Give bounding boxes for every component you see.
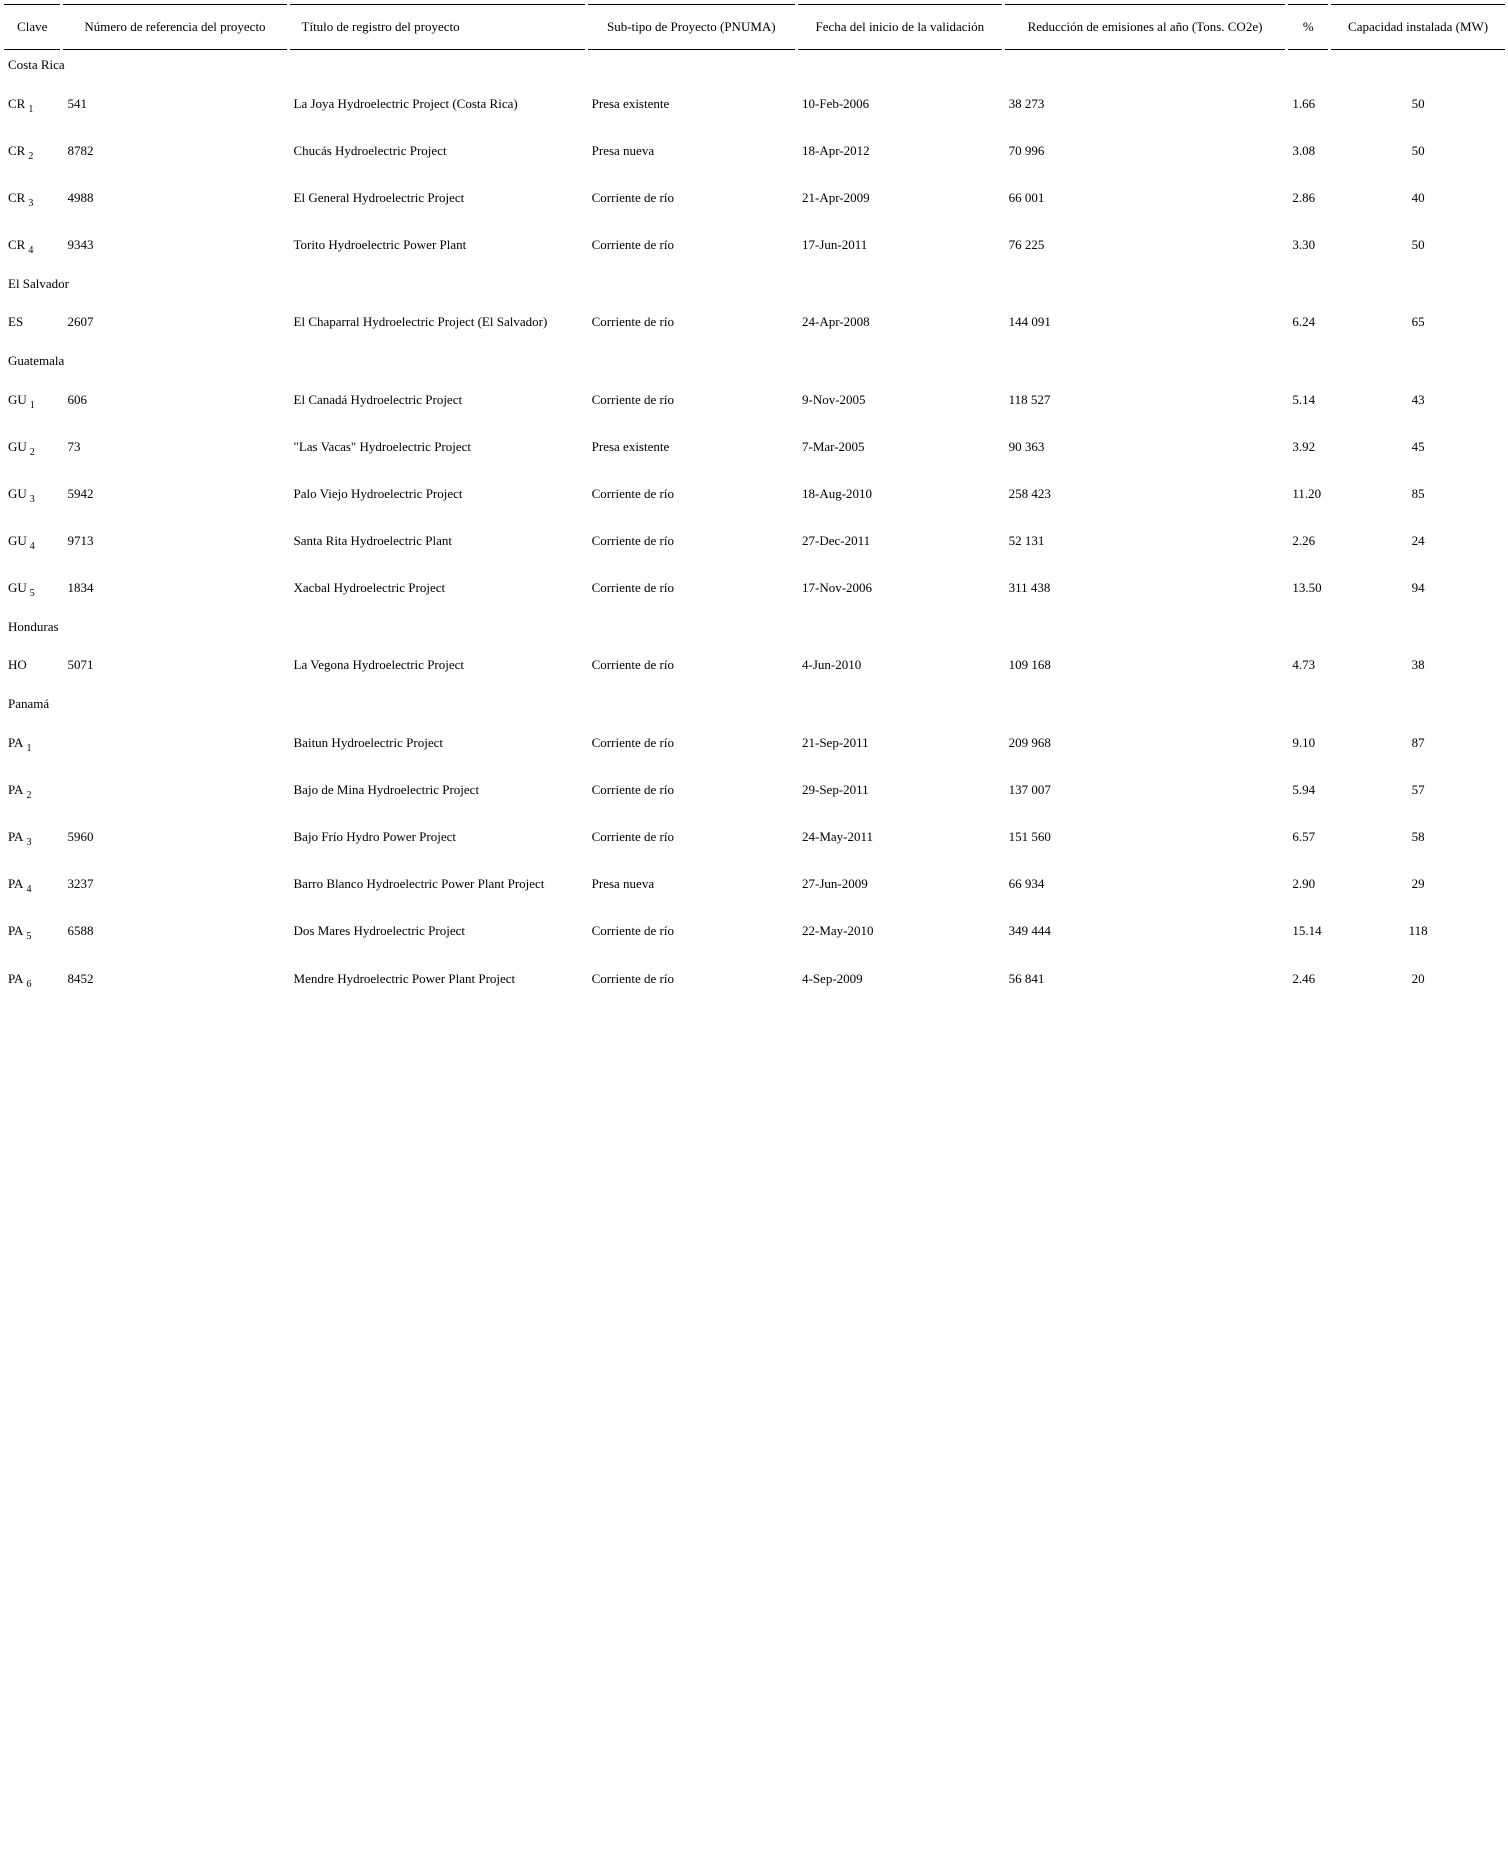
country-group-row <box>4 689 1505 719</box>
cell-capacity: 50 <box>1411 237 1425 253</box>
cell-date: 4-Jun-2010 <box>801 657 862 673</box>
country-group-row <box>4 612 1505 642</box>
cell-subtype: Corriente de río <box>591 237 674 253</box>
cell-capacity: 85 <box>1411 485 1425 501</box>
cell-reduction: 52 131 <box>1008 533 1045 549</box>
cell-subtype: Corriente de río <box>591 923 674 939</box>
cell-capacity: 29 <box>1411 876 1425 892</box>
header-row <box>4 4 1505 50</box>
clave-subscript: 2 <box>29 446 35 458</box>
table-row <box>4 222 1505 269</box>
cell-title: Bajo de Mina Hydroelectric Project <box>293 781 480 797</box>
cell-clave <box>4 423 60 470</box>
cell-subtype: Corriente de río <box>591 485 674 501</box>
cell-pct: 9.10 <box>1292 734 1316 750</box>
cell-pct: 5.14 <box>1292 391 1316 407</box>
clave-code: CR <box>8 142 26 158</box>
cell-title: Bajo Frío Hydro Power Project <box>293 829 456 845</box>
cell-subtype: Corriente de río <box>591 829 674 845</box>
cell-capacity: 94 <box>1411 580 1425 596</box>
country-group-row <box>4 269 1505 299</box>
clave-subscript: 6 <box>26 978 32 990</box>
cell-title: Santa Rita Hydroelectric Plant <box>293 533 452 549</box>
table-row <box>4 80 1505 127</box>
cell-subtype: Presa existente <box>591 438 670 454</box>
cell-date: 24-Apr-2008 <box>801 314 870 330</box>
cell-reduction: 209 968 <box>1008 734 1051 750</box>
clave-code: GU <box>8 391 27 407</box>
cell-capacity: 38 <box>1411 657 1425 673</box>
cell-pct: 3.92 <box>1292 438 1316 454</box>
clave-subscript: 3 <box>28 197 34 209</box>
table-body <box>4 50 1505 1002</box>
country-group-row <box>4 346 1505 376</box>
cell-clave <box>4 299 60 346</box>
cell-date: 10-Feb-2006 <box>801 95 870 111</box>
cell-ref: 8452 <box>67 970 94 986</box>
table-row <box>4 766 1505 813</box>
cell-title: Chucás Hydroelectric Project <box>293 142 447 158</box>
cell-capacity: 58 <box>1411 829 1425 845</box>
cell-ref: 2607 <box>67 314 94 330</box>
cell-pct: 1.66 <box>1292 95 1316 111</box>
header-title: Título de registro del proyecto <box>290 4 585 50</box>
cell-clave <box>4 813 60 860</box>
cell-clave <box>4 642 60 689</box>
cell-clave <box>4 908 60 955</box>
cell-ref <box>63 719 286 766</box>
table-row <box>4 376 1505 423</box>
clave-code: PA <box>8 876 24 892</box>
clave-code: PA <box>8 970 24 986</box>
clave-code: GU <box>8 485 27 501</box>
table-row <box>4 127 1505 174</box>
header-capacity: Capacidad instalada (MW) <box>1331 4 1505 50</box>
cell-subtype: Corriente de río <box>591 657 674 673</box>
table-row <box>4 423 1505 470</box>
cell-ref: 5071 <box>67 657 94 673</box>
projects-table-container <box>4 4 1508 1002</box>
cell-ref <box>63 766 286 813</box>
clave-subscript: 5 <box>26 931 32 943</box>
cell-pct: 3.08 <box>1292 142 1316 158</box>
cell-clave <box>4 766 60 813</box>
cell-title: Palo Viejo Hydroelectric Project <box>293 485 463 501</box>
cell-title: El General Hydroelectric Project <box>293 189 465 205</box>
clave-subscript: 4 <box>26 884 32 896</box>
clave-code: GU <box>8 438 27 454</box>
country-name: Panamá <box>8 696 50 712</box>
cell-reduction: 137 007 <box>1008 781 1051 797</box>
cell-pct: 2.26 <box>1292 533 1316 549</box>
header-reduction: Reducción de emisiones al año (Tons. CO2e) <box>1005 4 1286 50</box>
cell-pct: 2.90 <box>1292 876 1316 892</box>
table-row <box>4 813 1505 860</box>
cell-subtype: Corriente de río <box>591 391 674 407</box>
cell-pct: 6.24 <box>1292 314 1316 330</box>
cell-clave <box>4 376 60 423</box>
clave-code: CR <box>8 237 26 253</box>
cell-clave <box>4 127 60 174</box>
cell-ref: 73 <box>67 438 81 454</box>
cell-pct: 2.46 <box>1292 970 1316 986</box>
cell-reduction: 151 560 <box>1008 829 1051 845</box>
cell-ref: 4988 <box>67 189 94 205</box>
cell-clave <box>4 861 60 908</box>
cell-capacity: 50 <box>1411 142 1425 158</box>
cell-subtype: Corriente de río <box>591 189 674 205</box>
cell-ref: 541 <box>67 95 87 111</box>
clave-code: HO <box>8 657 27 673</box>
clave-subscript: 3 <box>26 837 32 849</box>
country-name: El Salvador <box>8 275 70 291</box>
cell-capacity: 65 <box>1411 314 1425 330</box>
country-name: Costa Rica <box>8 57 65 72</box>
clave-code: PA <box>8 734 24 750</box>
cell-pct: 11.20 <box>1292 485 1322 501</box>
cell-capacity: 57 <box>1411 781 1425 797</box>
cell-reduction: 118 527 <box>1008 391 1051 407</box>
clave-subscript: 2 <box>26 789 32 801</box>
clave-subscript: 4 <box>28 245 34 257</box>
cell-pct: 13.50 <box>1292 580 1322 596</box>
table-row <box>4 565 1505 612</box>
clave-code: ES <box>8 314 24 330</box>
table-row <box>4 470 1505 517</box>
cell-date: 21-Apr-2009 <box>801 189 870 205</box>
clave-code: CR <box>8 189 26 205</box>
cell-reduction: 144 091 <box>1008 314 1051 330</box>
header-date: Fecha del inicio de la validación <box>798 4 1002 50</box>
cell-capacity: 40 <box>1411 189 1425 205</box>
header-ref: Número de referencia del proyecto <box>63 4 286 50</box>
cell-date: 18-Aug-2010 <box>801 485 873 501</box>
cell-reduction: 38 273 <box>1008 95 1045 111</box>
cell-date: 7-Mar-2005 <box>801 438 865 454</box>
cell-capacity: 24 <box>1411 533 1425 549</box>
clave-code: GU <box>8 533 27 549</box>
cell-title: Barro Blanco Hydroelectric Power Plant Project <box>293 876 545 892</box>
cell-subtype: Corriente de río <box>591 533 674 549</box>
cell-clave <box>4 470 60 517</box>
cell-title: La Vegona Hydroelectric Project <box>293 657 465 673</box>
table-row <box>4 299 1505 346</box>
cell-title: Torito Hydroelectric Power Plant <box>293 237 467 253</box>
clave-subscript: 1 <box>29 399 35 411</box>
cell-clave <box>4 174 60 221</box>
cell-clave <box>4 955 60 1002</box>
country-name: Honduras <box>8 618 59 634</box>
cell-date: 22-May-2010 <box>801 923 874 939</box>
cell-reduction: 258 423 <box>1008 485 1051 501</box>
cell-reduction: 109 168 <box>1008 657 1051 673</box>
cell-reduction: 70 996 <box>1008 142 1045 158</box>
cell-ref: 6588 <box>67 923 94 939</box>
cell-date: 18-Apr-2012 <box>801 142 870 158</box>
cell-reduction: 90 363 <box>1008 438 1045 454</box>
cell-capacity: 87 <box>1411 734 1425 750</box>
clave-subscript: 1 <box>26 742 32 754</box>
cell-ref: 8782 <box>67 142 94 158</box>
clave-subscript: 1 <box>28 103 34 115</box>
cell-capacity: 43 <box>1411 391 1425 407</box>
table-row <box>4 518 1505 565</box>
cell-subtype: Corriente de río <box>591 970 674 986</box>
clave-code: PA <box>8 829 24 845</box>
cell-clave <box>4 80 60 127</box>
cell-date: 9-Nov-2005 <box>801 391 866 407</box>
clave-code: PA <box>8 781 24 797</box>
cell-reduction: 56 841 <box>1008 970 1045 986</box>
cell-capacity: 20 <box>1411 970 1425 986</box>
cell-ref: 5942 <box>67 485 94 501</box>
cell-title: El Canadá Hydroelectric Project <box>293 391 463 407</box>
cell-pct: 6.57 <box>1292 829 1316 845</box>
country-group-row <box>4 50 1505 80</box>
clave-subscript: 5 <box>29 588 35 600</box>
table-row <box>4 955 1505 1002</box>
cell-date: 27-Jun-2009 <box>801 876 868 892</box>
cell-date: 17-Jun-2011 <box>801 237 868 253</box>
cell-title: Baitun Hydroelectric Project <box>293 734 443 750</box>
cell-ref: 5960 <box>67 829 94 845</box>
cell-subtype: Corriente de río <box>591 314 674 330</box>
cell-subtype: Corriente de río <box>591 781 674 797</box>
clave-subscript: 2 <box>28 150 34 162</box>
table-row <box>4 642 1505 689</box>
cell-pct: 2.86 <box>1292 189 1316 205</box>
cell-ref: 1834 <box>67 580 94 596</box>
cell-clave <box>4 222 60 269</box>
cell-subtype: Presa nueva <box>591 876 655 892</box>
cell-reduction: 311 438 <box>1008 580 1051 596</box>
cell-capacity: 118 <box>1408 923 1428 939</box>
clave-subscript: 3 <box>29 493 35 505</box>
cell-ref: 3237 <box>67 876 94 892</box>
cell-title: Xacbal Hydroelectric Project <box>293 580 446 596</box>
cell-subtype: Presa existente <box>591 95 670 111</box>
cell-title: Mendre Hydroelectric Power Plant Project <box>293 970 516 986</box>
cell-clave <box>4 719 60 766</box>
cell-subtype: Presa nueva <box>591 142 655 158</box>
table-row <box>4 908 1505 955</box>
cell-date: 21-Sep-2011 <box>801 734 869 750</box>
header-subtype: Sub-tipo de Proyecto (PNUMA) <box>588 4 795 50</box>
cell-date: 29-Sep-2011 <box>801 781 869 797</box>
cell-ref: 606 <box>67 391 87 407</box>
cell-pct: 4.73 <box>1292 657 1316 673</box>
header-clave: Clave <box>4 4 60 50</box>
cell-clave <box>4 518 60 565</box>
clave-subscript: 4 <box>29 541 35 553</box>
country-name: Guatemala <box>8 352 65 368</box>
cell-date: 24-May-2011 <box>801 829 873 845</box>
cell-ref: 9713 <box>67 533 94 549</box>
cell-pct: 15.14 <box>1292 923 1322 939</box>
clave-code: GU <box>8 580 27 596</box>
cell-title: Dos Mares Hydroelectric Project <box>293 923 465 939</box>
table-row <box>4 861 1505 908</box>
cell-date: 17-Nov-2006 <box>801 580 873 596</box>
cell-reduction: 76 225 <box>1008 237 1045 253</box>
cell-title: "Las Vacas" Hydroelectric Project <box>293 438 472 454</box>
cell-capacity: 45 <box>1411 438 1425 454</box>
cell-title: La Joya Hydroelectric Project (Costa Rica) <box>293 95 518 111</box>
cell-title: El Chaparral Hydroelectric Project (El Salvador) <box>293 314 548 330</box>
header-pct: % <box>1288 4 1328 50</box>
cell-subtype: Corriente de río <box>591 734 674 750</box>
cell-pct: 5.94 <box>1292 781 1316 797</box>
cell-pct: 3.30 <box>1292 237 1316 253</box>
clave-code: CR <box>8 95 26 111</box>
cell-clave <box>4 565 60 612</box>
cell-subtype: Corriente de río <box>591 580 674 596</box>
cell-date: 4-Sep-2009 <box>801 970 863 986</box>
cell-capacity: 50 <box>1411 95 1425 111</box>
table-row <box>4 719 1505 766</box>
cell-reduction: 66 001 <box>1008 189 1045 205</box>
projects-table <box>1 4 1508 1002</box>
cell-date: 27-Dec-2011 <box>801 533 871 549</box>
cell-reduction: 349 444 <box>1008 923 1051 939</box>
clave-code: PA <box>8 923 24 939</box>
cell-reduction: 66 934 <box>1008 876 1045 892</box>
cell-ref: 9343 <box>67 237 94 253</box>
table-row <box>4 174 1505 221</box>
